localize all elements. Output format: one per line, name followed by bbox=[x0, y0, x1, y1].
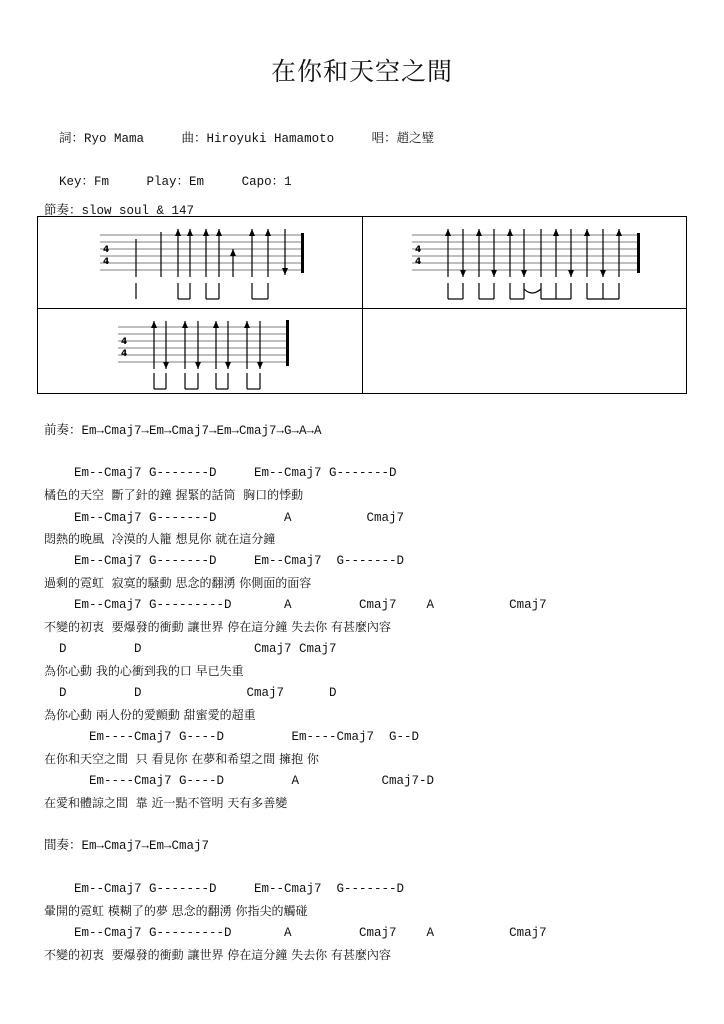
strum-notation bbox=[38, 217, 688, 395]
capo: Capo：1 bbox=[241, 175, 292, 189]
svg-text:4: 4 bbox=[103, 257, 110, 267]
verse2-chord-1: Em--Cmaj7 G-------D Em--Cmaj7 G-------D bbox=[44, 882, 405, 896]
lyricist: 詞：Ryo Mama bbox=[59, 132, 145, 146]
chorus-chord-2: D D Cmaj7 D bbox=[44, 686, 337, 700]
bar-end-2 bbox=[637, 233, 640, 273]
chorus-lyric-1: 為你心動 我的心衝到我的口 早已失重 bbox=[44, 664, 244, 678]
prelude-line: 前奏：Em→Cmaj7→Em→Cmaj7→Em→Cmaj7→G→A→A bbox=[44, 424, 322, 438]
strum-pattern-grid bbox=[37, 216, 687, 394]
chorus-chord-3: Em----Cmaj7 G----D Em----Cmaj7 G--D bbox=[44, 730, 420, 744]
verse2-lyric-2: 不變的初衷 要爆發的衝動 讓世界 停在這分鐘 失去你 有甚麼內容 bbox=[44, 948, 391, 962]
verse1-lyric-3: 過剩的霓虹 寂寞的騷動 思念的翻湧 你側面的面容 bbox=[44, 576, 312, 590]
rhythm-line: 節奏：slow soul & 147 bbox=[44, 204, 195, 218]
play-key: Play：Em bbox=[146, 175, 205, 189]
verse1-chord-4: Em--Cmaj7 G---------D A Cmaj7 A Cmaj7 bbox=[44, 598, 547, 612]
bar-end-1 bbox=[301, 233, 304, 273]
composer: 曲：Hiroyuki Hamamoto bbox=[181, 132, 335, 146]
singer: 唱：趙之璧 bbox=[371, 132, 435, 146]
verse1-lyric-1: 橘色的天空 斷了針的鐘 握緊的話筒 胸口的悸動 bbox=[44, 488, 304, 502]
credits-line bbox=[44, 114, 434, 146]
verse2-lyric-1: 暈開的霓虹 模糊了的夢 思念的翻湧 你指尖的觸碰 bbox=[44, 904, 308, 918]
staff-3 bbox=[118, 327, 288, 362]
staff-2 bbox=[412, 235, 638, 270]
staff-1 bbox=[100, 235, 302, 270]
song-title: 在你和天空之間 bbox=[270, 57, 453, 86]
chorus-chord-4: Em----Cmaj7 G----D A Cmaj7-D bbox=[44, 774, 435, 788]
chorus-lyric-2: 為你心動 兩人份的愛顫動 甜蜜愛的超重 bbox=[44, 708, 256, 722]
interlude-line: 間奏：Em→Cmaj7→Em→Cmaj7 bbox=[44, 839, 210, 853]
svg-text:4: 4 bbox=[415, 257, 422, 267]
key-line bbox=[44, 157, 292, 189]
verse1-lyric-4: 不變的初衷 要爆發的衝動 讓世界 停在這分鐘 失去你 有甚麼內容 bbox=[44, 620, 391, 634]
chorus-lyric-3: 在你和天空之間 只 看見你 在夢和希望之間 擁抱 你 bbox=[44, 752, 319, 766]
svg-text:4: 4 bbox=[415, 245, 422, 255]
verse1-chord-3: Em--Cmaj7 G-------D Em--Cmaj7 G-------D bbox=[44, 554, 405, 568]
strums-2 bbox=[445, 229, 622, 299]
key: Key：Fm bbox=[59, 175, 110, 189]
verse1-chord-1: Em--Cmaj7 G-------D Em--Cmaj7 G-------D bbox=[44, 466, 397, 480]
verse1-lyric-2: 悶熱的晚風 冷漠的人籠 想見你 就在這分鐘 bbox=[44, 532, 276, 546]
bar-end-3 bbox=[286, 320, 289, 366]
svg-text:4: 4 bbox=[121, 337, 128, 347]
strums-1 bbox=[136, 229, 288, 299]
verse1-chord-2: Em--Cmaj7 G-------D A Cmaj7 bbox=[44, 511, 405, 525]
chorus-chord-1: D D Cmaj7 Cmaj7 bbox=[44, 642, 337, 656]
svg-text:4: 4 bbox=[121, 349, 128, 359]
svg-text:4: 4 bbox=[103, 245, 110, 255]
verse2-chord-2: Em--Cmaj7 G---------D A Cmaj7 A Cmaj7 bbox=[44, 926, 547, 940]
chorus-lyric-4: 在愛和體諒之間 靠 近一點不管明 天有多善變 bbox=[44, 796, 288, 810]
